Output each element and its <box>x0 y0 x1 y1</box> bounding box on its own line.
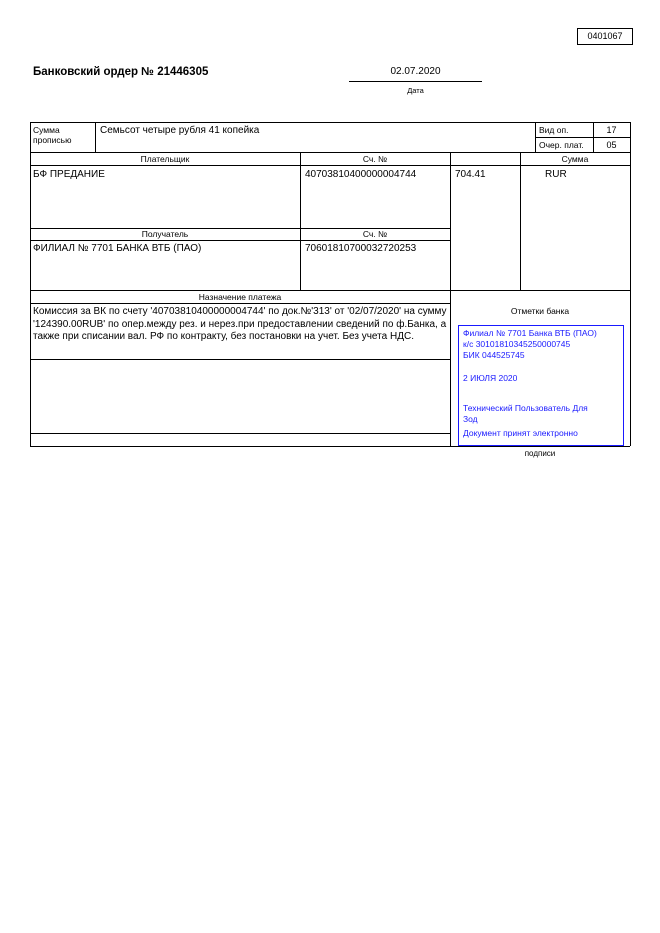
form-code-box: 0401067 <box>577 28 633 45</box>
amount-value: 704.41 <box>455 169 486 180</box>
bank-marks-header: Отметки банка <box>510 306 570 316</box>
table-border-line <box>520 152 521 290</box>
payer-account: 40703810400000004744 <box>305 169 417 180</box>
stamp-date: 2 ИЮЛЯ 2020 <box>463 373 518 383</box>
date-label: Дата <box>407 86 424 95</box>
stamp-corr-account: к/с 30101810345250000745 <box>463 339 571 349</box>
operation-type-label: Вид оп. <box>539 125 569 135</box>
stamp-bik: БИК 044525745 <box>463 350 525 360</box>
table-border-line <box>630 122 631 446</box>
signatures-label: подписи <box>524 449 556 458</box>
stamp-user: Технический Пользователь Для Зод <box>463 403 588 424</box>
table-border-line <box>30 240 450 241</box>
payee-header: Получатель <box>141 229 189 239</box>
table-border-line <box>30 122 31 446</box>
purpose-header: Назначение платежа <box>198 292 282 302</box>
payer-name: БФ ПРЕДАНИЕ <box>33 169 105 180</box>
table-border-line <box>30 165 630 166</box>
table-border-line <box>30 290 630 291</box>
amount-header: Сумма <box>561 154 589 164</box>
table-border-line <box>535 122 536 152</box>
table-border-line <box>535 137 630 138</box>
purpose-text: Комиссия за ВК по счету '40703810400000004744' по док.№'313' от '02/07/2020' на сумму '124390.00RUB' по опер.между рез. и нерез.при предоставлении сведений по ф.Банка, а также при списании вал. РФ по контракту, без постановки на учет. Без учета НДС. <box>33 306 447 342</box>
table-border-line <box>30 359 450 360</box>
table-border-line <box>30 303 450 304</box>
operation-type-value: 17 <box>606 125 617 135</box>
document-title: Банковский ордер № 21446305 <box>33 66 209 78</box>
stamp-status: Документ принят электронно <box>463 428 578 438</box>
bank-stamp <box>458 325 624 446</box>
payee-account-header: Сч. № <box>362 229 388 239</box>
amount-in-words-value: Семьсот четыре рубля 41 копейка <box>100 125 260 136</box>
table-border-line <box>30 152 630 153</box>
table-border-line <box>450 152 451 446</box>
date-value: 02.07.2020 <box>349 66 482 82</box>
table-border-line <box>95 122 96 152</box>
payment-priority-label: Очер. плат. <box>539 140 584 150</box>
payer-header: Плательщик <box>140 154 190 164</box>
table-border-line <box>30 433 450 434</box>
amount-in-words-label: Сумма прописью <box>33 125 72 145</box>
payee-name: ФИЛИАЛ № 7701 БАНКА ВТБ (ПАО) <box>33 243 202 254</box>
table-border-line <box>30 122 630 123</box>
payment-priority-value: 05 <box>606 140 617 150</box>
stamp-bank-name: Филиал № 7701 Банка ВТБ (ПАО) <box>463 328 597 338</box>
payee-account: 70601810700032720253 <box>305 243 417 254</box>
payer-account-header: Сч. № <box>362 154 388 164</box>
table-border-line <box>30 446 630 447</box>
table-border-line <box>300 152 301 290</box>
amount-currency: RUR <box>545 169 567 180</box>
